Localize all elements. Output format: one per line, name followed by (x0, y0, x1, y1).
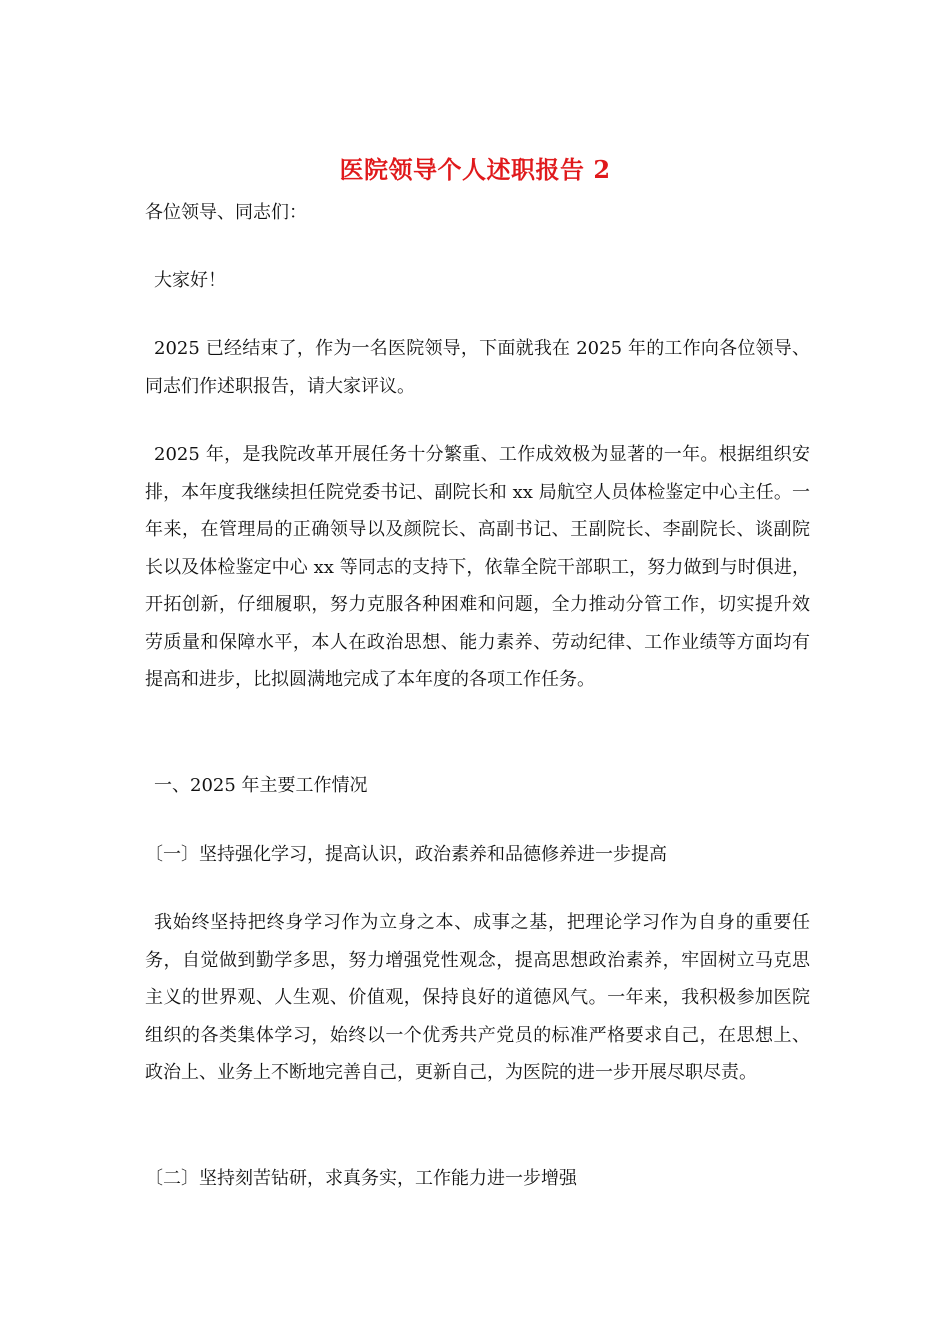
document-title: 医院领导个人述职报告 2 (339, 155, 611, 184)
section-heading-1: 一、2025 年主要工作情况 (154, 775, 368, 796)
greeting: 大家好！ (154, 270, 226, 291)
salutation: 各位领导、同志们： (145, 202, 307, 223)
overview-paragraph: 2025 年，是我院改革开展任务十分繁重、工作成效极为显著的一年。根据组织安排，本年度我继续担任院党委书记、副院长和 xx 局航空人员体检鉴定中心主任。一年来，在管理局的正确领导以及颜院长、高副书记、王副院长、李副院长、谈副院长以及体检鉴定中心 xx 等同志的支持下，依靠全院干部职工，努力做到与时俱进，开拓创新，仔细履职，努力克服各种困难和问题，全力推动分管工作，切实提升效劳质量和保障水平，本人在政治思想、能力素养、劳动纪律、工作业绩等方面均有提高和进步，比拟圆满地完成了本年度的各项工作任务。 (145, 444, 810, 690)
subsection-heading-2: 〔二〕坚持刻苦钻研，求真务实，工作能力进一步增强 (145, 1168, 577, 1189)
subsection-heading-1: 〔一〕坚持强化学习，提高认识，政治素养和品德修养进一步提高 (145, 844, 667, 865)
intro-paragraph: 2025 已经结束了，作为一名医院领导，下面就我在 2025 年的工作向各位领导、同志们作述职报告，请大家评议。 (145, 338, 810, 397)
study-paragraph: 我始终坚持把终身学习作为立身之本、成事之基，把理论学习作为自身的重要任务，自觉做到勤学多思，努力增强党性观念，提高思想政治素养，牢固树立马克思主义的世界观、人生观、价值观，保持良好的道德风气。一年来，我积极参加医院组织的各类集体学习，始终以一个优秀共产党员的标准严格要求自己，在思想上、政治上、业务上不断地完善自己，更新自己，为医院的进一步开展尽职尽责。 (145, 912, 810, 1083)
